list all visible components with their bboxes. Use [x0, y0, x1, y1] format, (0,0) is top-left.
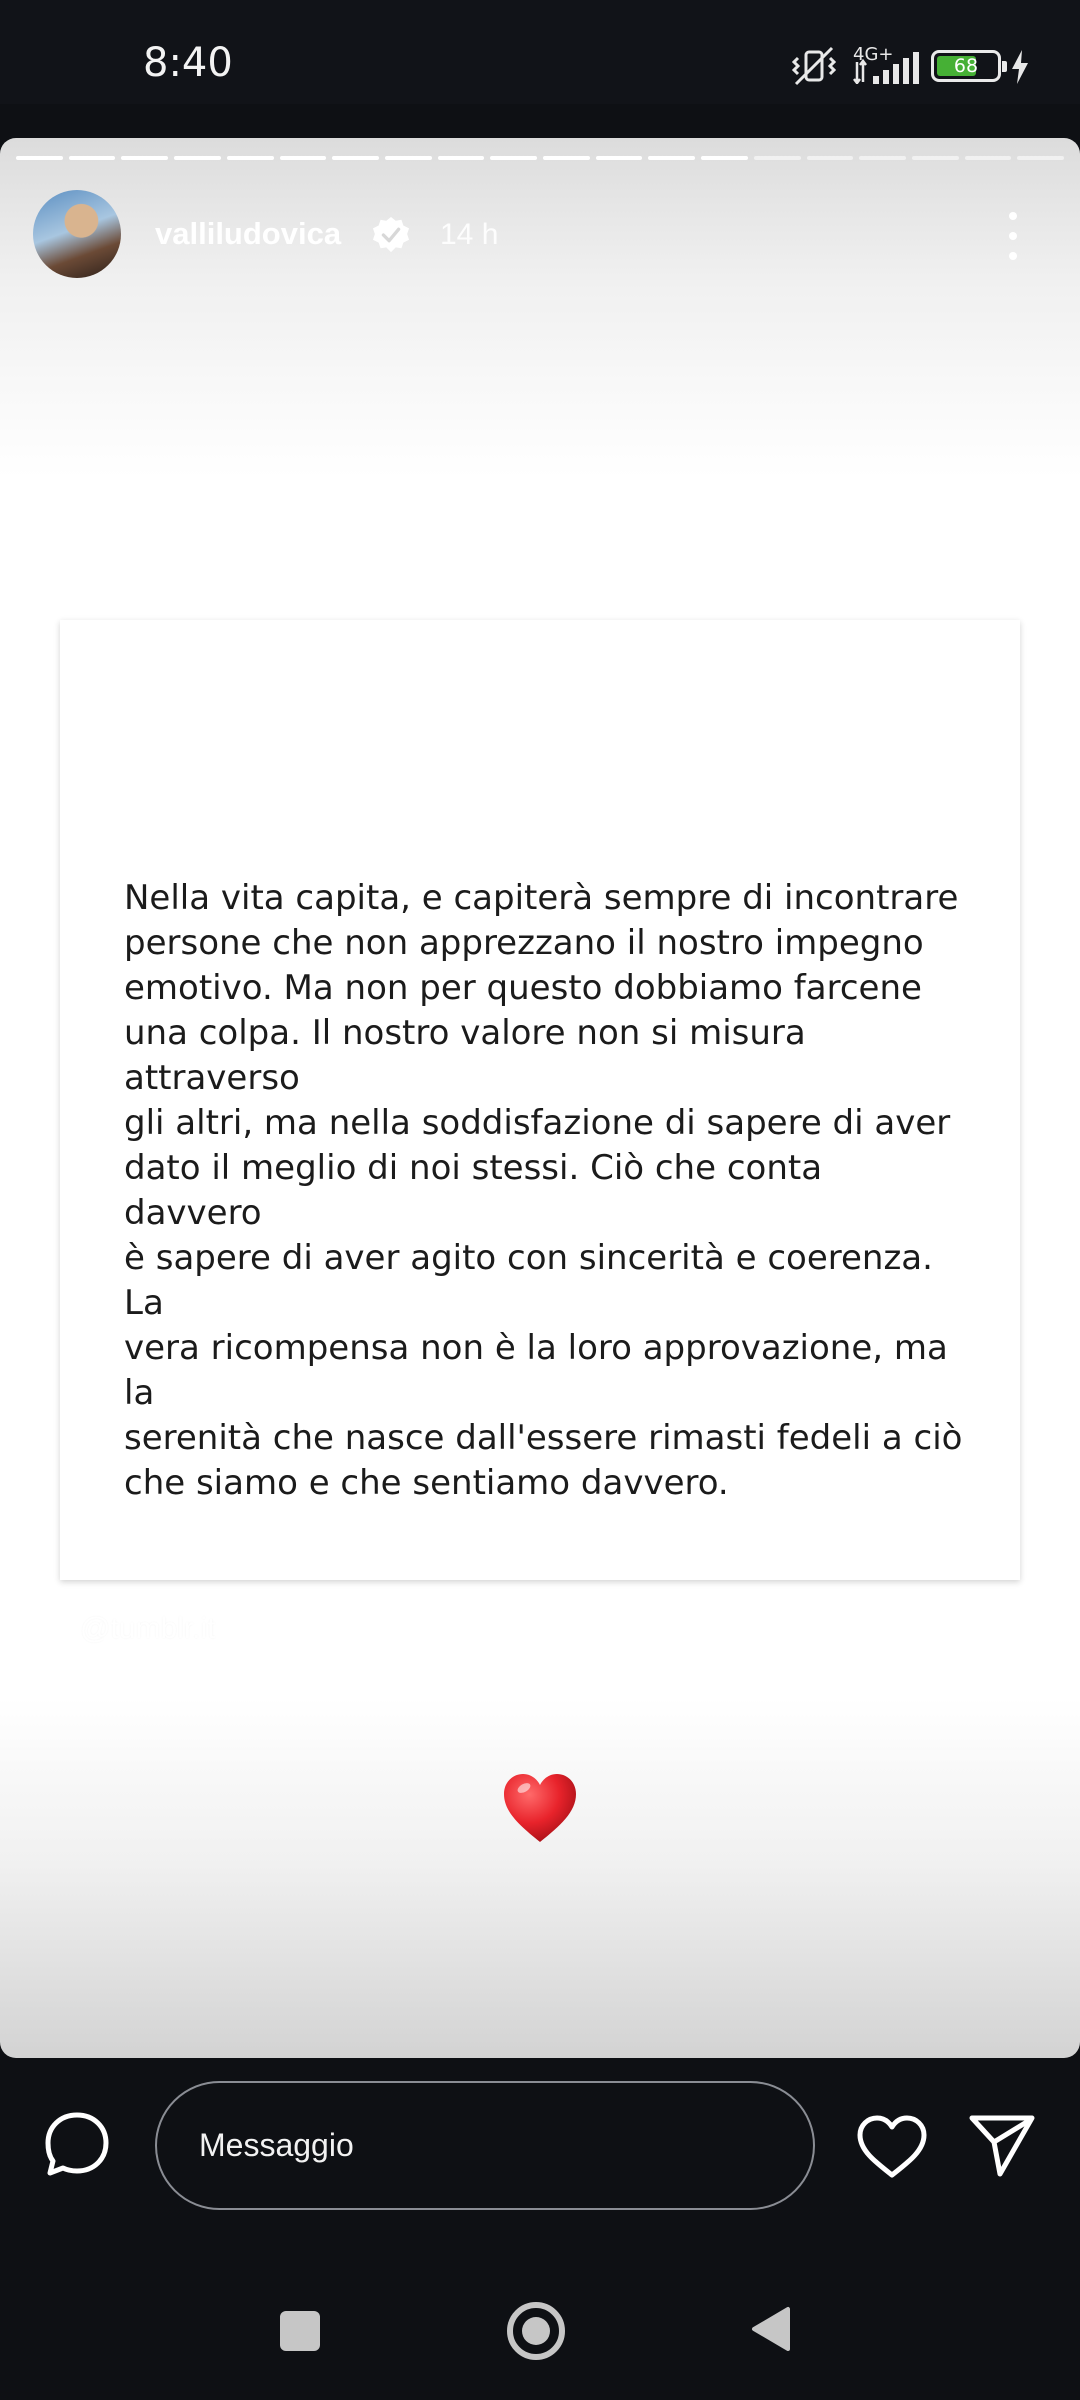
charging-icon [1010, 50, 1030, 84]
message-placeholder: Messaggio [199, 2127, 354, 2163]
battery-percent: 68 [953, 55, 979, 77]
more-options-icon[interactable] [998, 208, 1028, 264]
progress-segment [912, 156, 959, 160]
message-input[interactable] [155, 2081, 815, 2210]
status-time: 8:40 [143, 40, 233, 86]
chat-bubble-icon[interactable] [42, 2110, 112, 2180]
status-bar [0, 0, 1080, 104]
heart-like-icon[interactable] [856, 2115, 928, 2179]
story-viewer[interactable] [0, 138, 1080, 2058]
back-button[interactable] [750, 2305, 792, 2353]
quote-text: Nella vita capita, e capiterà sempre di incontrare persone che non apprezzano il nostro impegno emotivo. Ma non per questo dobbiamo farcene una colpa. Il nostro valore non si misura attraverso gli altri, ma nella soddisfazione di sapere di aver dato il meglio di noi stessi. Ciò che conta davvero è sapere di aver agito con sincerità e coerenza. La vera ricompensa non è la loro approvazione, ma la serenità che nasce dall'essere rimasti fedeli a ciò che siamo e che sentiamo davvero. [124, 878, 963, 1503]
progress-segment [543, 156, 590, 160]
progress-segment [174, 156, 221, 160]
progress-segment [16, 156, 63, 160]
progress-segment [859, 156, 906, 160]
network-label: 4G+ [853, 44, 894, 65]
watermark-text: @tumblr.it [80, 1612, 216, 1645]
recents-button[interactable] [280, 2311, 320, 2351]
progress-segment [1017, 156, 1064, 160]
progress-segment [754, 156, 801, 160]
progress-segment [807, 156, 854, 160]
avatar[interactable] [33, 190, 121, 278]
progress-segment [438, 156, 485, 160]
verified-badge-icon [372, 216, 410, 254]
progress-segment [490, 156, 537, 160]
progress-segment [648, 156, 695, 160]
progress-segment [227, 156, 274, 160]
progress-segment [69, 156, 116, 160]
progress-segment [332, 156, 379, 160]
send-icon[interactable] [968, 2112, 1036, 2178]
progress-segment [965, 156, 1012, 160]
progress-segment [701, 156, 748, 160]
progress-segment [596, 156, 643, 160]
quote-card [60, 620, 1020, 1580]
progress-segment [385, 156, 432, 160]
heart-sticker-icon [500, 1768, 580, 1848]
story-time-ago: 14 h [440, 218, 499, 251]
home-button[interactable] [507, 2302, 565, 2360]
story-username[interactable]: valliludovica [155, 216, 342, 251]
progress-segment [121, 156, 168, 160]
story-progress-bar [16, 156, 1064, 160]
vibrate-off-icon [792, 46, 836, 86]
signal-icon [853, 52, 919, 84]
battery-icon [931, 50, 1001, 82]
progress-segment [280, 156, 327, 160]
